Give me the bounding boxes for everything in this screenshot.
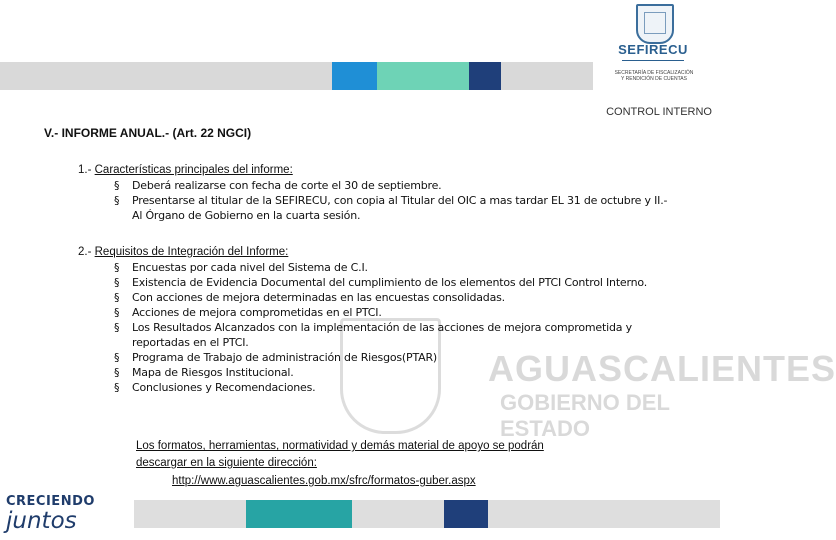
logo-divider [622,60,684,61]
bullet-icon: § [114,276,120,289]
section-heading: Requisitos de Integración del Informe: [94,246,289,258]
section-characteristics [78,164,674,223]
logo-line-1: CRECIENDO [6,494,95,509]
watermark-title: AGUASCALIENTES [488,348,836,389]
bottom-bar-segment [488,500,720,528]
formats-link[interactable]: http://www.aguascalientes.gob.mx/sfrc/formatos-guber.aspx [172,475,476,487]
top-bar-segment [377,62,469,90]
bullet-icon: § [114,351,120,364]
bullet-icon: § [114,306,120,319]
watermark-subtitle: GOBIERNO DEL ESTADO [500,390,670,441]
bullet-icon: § [114,179,120,192]
bullet-list [114,178,674,223]
section-number: 1.- [78,164,92,176]
list-item: § Programa de Trabajo de administración de Riesgos(PTAR) [114,351,437,364]
list-item: § Los Resultados Alcanzados con la implementación de las acciones de mejora comprometida y reportadas en el PTCI. [114,321,632,349]
bullet-icon: § [114,366,120,379]
section-heading: Características principales del informe: [94,164,293,176]
logo-line-2: juntos [6,508,77,534]
list-item: § Existencia de Evidencia Documental del cumplimiento de los elementos del PTCI Control Interno. [114,276,648,289]
top-color-bar [0,62,593,90]
bullet-icon: § [114,321,120,334]
bottom-bar-segment [134,500,246,528]
bullet-list [114,260,674,395]
bottom-bar-segment [444,500,488,528]
top-bar-segment [469,62,501,90]
bullet-icon: § [114,261,120,274]
list-item: § Presentarse al titular de la SEFIRECU, con copia al Titular del OIC a mas tardar EL 31 de octubre y II.-Al Órgano de Gobierno en la cuarta sesión. [114,194,668,222]
list-item: § Mapa de Riesgos Institucional. [114,366,294,379]
bottom-bar-segment [246,500,352,528]
list-item: § Deberá realizarse con fecha de corte el 30 de septiembre. [114,179,442,192]
top-bar-segment [332,62,377,90]
list-item: § Conclusiones y Recomendaciones. [114,381,316,394]
top-bar-segment [501,62,593,90]
list-item: § Encuestas por cada nivel del Sistema de C.I. [114,261,368,274]
list-item: § Acciones de mejora comprometidas en el PTCI. [114,306,382,319]
page-title: V.- INFORME ANUAL.- (Art. 22 NGCI) [44,126,252,140]
bottom-color-bar [134,500,720,528]
download-note [136,438,696,491]
bullet-icon: § [114,381,120,394]
list-item: § Con acciones de mejora determinadas en las encuestas consolidadas. [114,291,505,304]
coat-of-arms-icon [636,4,674,44]
download-note-line: descargar en la siguiente dirección: [136,457,317,469]
top-bar-segment [0,62,150,90]
header-label: CONTROL INTERNO [606,106,712,118]
creciendo-juntos-logo [6,494,128,536]
bottom-bar-segment [352,500,444,528]
section-number: 2.- [78,246,92,258]
download-note-line: Los formatos, herramientas, normatividad y demás material de apoyo se podrán [136,440,544,452]
logo-subtitle: SECRETARÍA DE FISCALIZACIÓN Y RENDICIÓN DE CUENTAS [614,70,694,82]
logo-name: SEFIRECU [618,42,688,57]
bullet-icon: § [114,194,120,207]
sefirecu-logo [600,0,710,100]
top-bar-segment [150,62,332,90]
bullet-icon: § [114,291,120,304]
section-requirements [78,246,674,395]
